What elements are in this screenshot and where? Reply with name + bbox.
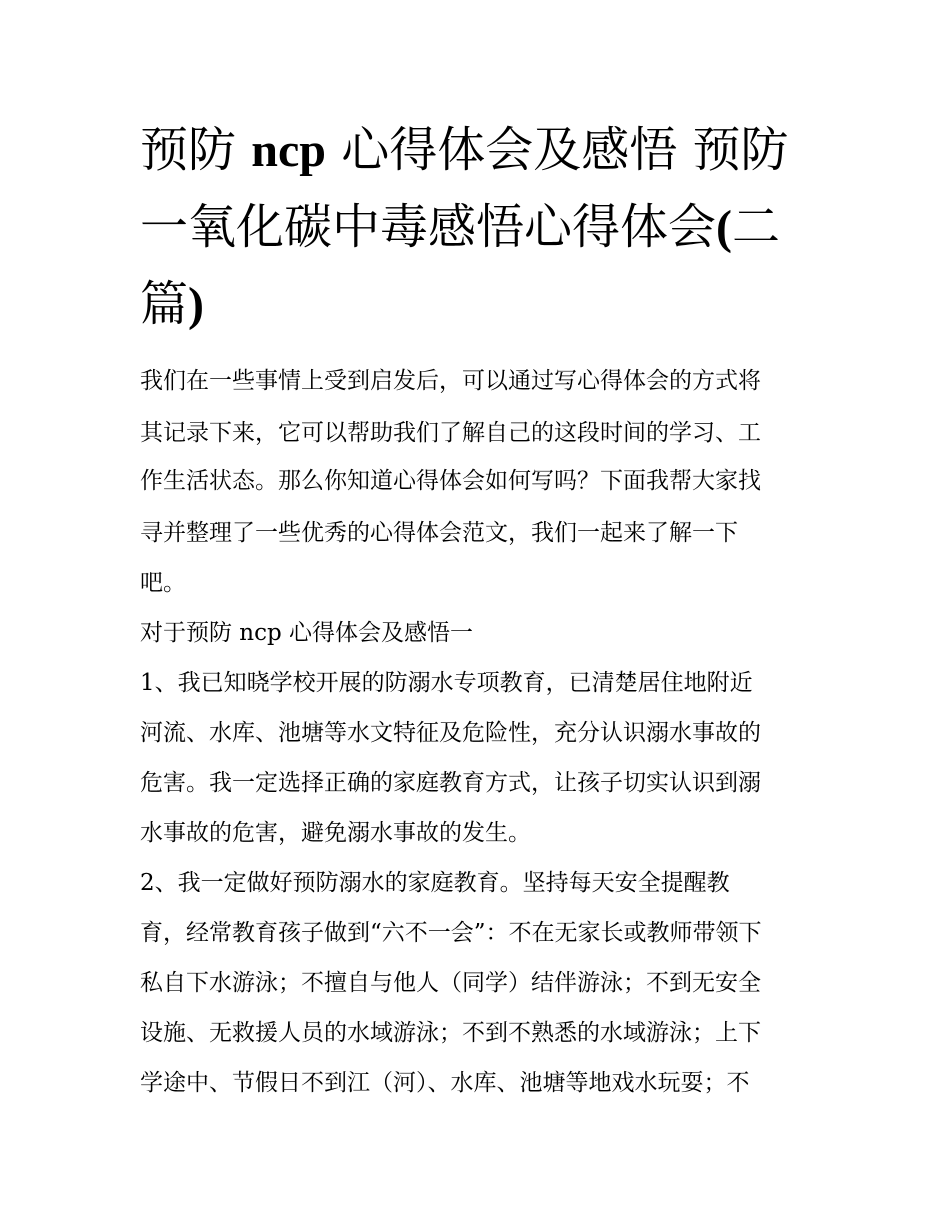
section-heading: 对于预防 ncp 心得体会及感悟一 bbox=[140, 620, 474, 646]
title-text: 一氧化碳中毒感悟心得体会 bbox=[140, 199, 717, 255]
paragraph-1-line: 危害。我一定选择正确的家庭教育方式，让孩子切实认识到溺 bbox=[140, 770, 761, 796]
paragraph-2-line: 设施、无救援人员的水域游泳；不到不熟悉的水域游泳；上下 bbox=[140, 1020, 761, 1046]
paragraph-2-line: 育，经常教育孩子做到“六不一会”：不在无家长或教师带领下 bbox=[140, 920, 762, 946]
intro-paragraph-line: 其记录下来，它可以帮助我们了解自己的这段时间的学习、工 bbox=[140, 420, 761, 446]
intro-paragraph-line: 寻并整理了一些优秀的心得体会范文，我们一起来了解一下 bbox=[140, 520, 738, 546]
paragraph-2-line: 学途中、节假日不到江（河）、水库、池塘等地戏水玩耍；不 bbox=[140, 1070, 750, 1096]
intro-paragraph-line: 吧。 bbox=[140, 570, 186, 596]
paragraph-2-line: 2、我一定做好预防溺水的家庭教育。坚持每天安全提醒教 bbox=[140, 870, 730, 896]
paragraph-1-line: 1、我已知晓学校开展的防溺水专项教育，已清楚居住地附近 bbox=[140, 670, 753, 696]
paragraph-1-line: 水事故的危害，避免溺水事故的发生。 bbox=[140, 820, 531, 846]
title-text: 篇 bbox=[140, 276, 189, 332]
title-text: ( bbox=[716, 201, 732, 254]
intro-paragraph-line: 我们在一些事情上受到启发后，可以通过写心得体会的方式将 bbox=[140, 368, 761, 394]
title-text: 二 bbox=[732, 199, 781, 255]
paragraph-1-line: 河流、水库、池塘等水文特征及危险性，充分认识溺水事故的 bbox=[140, 720, 761, 746]
title-text: ) bbox=[188, 278, 204, 331]
document-title bbox=[140, 112, 820, 343]
title-text: 预防 bbox=[140, 122, 237, 178]
title-text: 心得体会及感悟 预防 bbox=[341, 122, 789, 178]
title-text: ncp bbox=[251, 124, 326, 177]
paragraph-2-line: 私自下水游泳；不擅自与他人（同学）结伴游泳；不到无安全 bbox=[140, 970, 761, 996]
intro-paragraph-line: 作生活状态。那么你知道心得体会如何写吗？下面我帮大家找 bbox=[140, 468, 761, 494]
